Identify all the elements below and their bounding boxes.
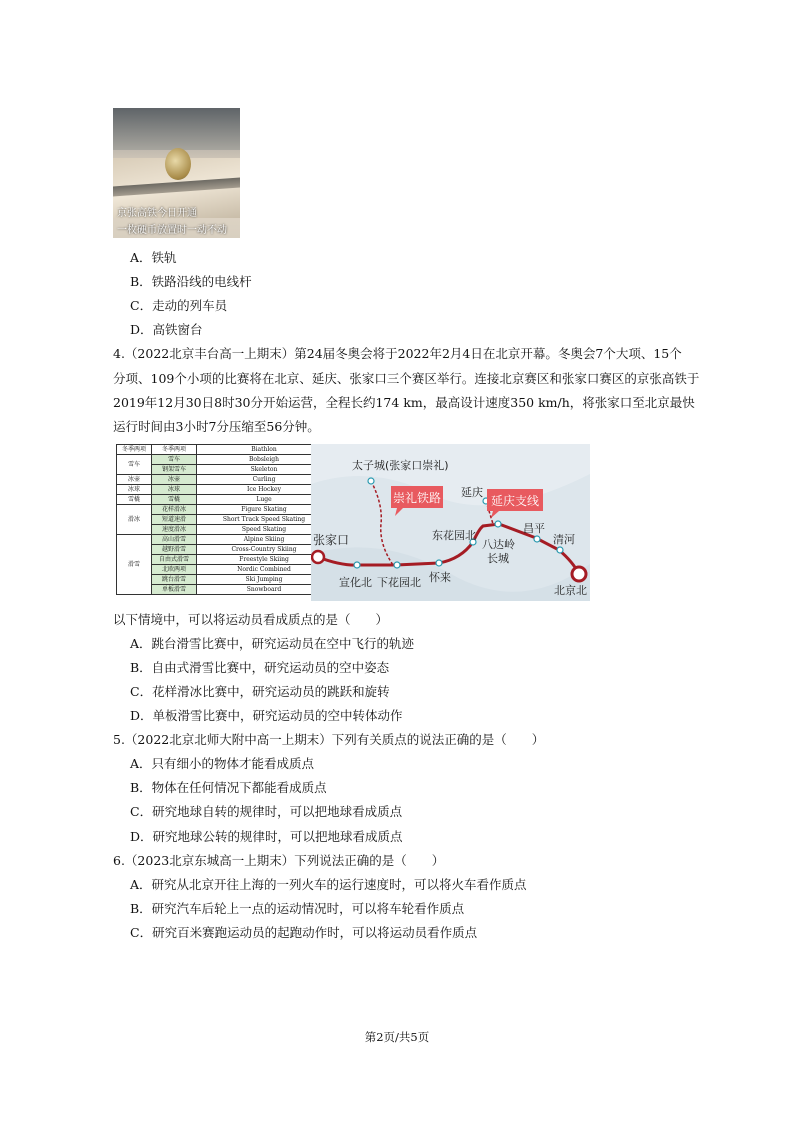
label-donghuayuanbei: 东花园北 [432, 529, 476, 542]
q3-option-b: B．铁路沿线的电线杆 [130, 274, 252, 289]
railway-map [311, 444, 590, 601]
q5-option-b: B．物体在任何情况下都能看成质点 [130, 780, 327, 795]
station-qinghe-icon [557, 547, 563, 553]
label-changping: 昌平 [523, 522, 545, 535]
q5-stem: 5.（2022北京北师大附中高一上期末）下列有关质点的说法正确的是（ ） [113, 732, 545, 747]
table-row: 雪车 雪车 Bobsleigh [117, 455, 332, 465]
label-zhangjiakou: 张家口 [313, 533, 350, 547]
station-huailai-icon [436, 560, 442, 566]
q4-option-a: A．跳台滑雪比赛中，研究运动员在空中飞行的轨迹 [130, 636, 415, 651]
table-row: 短道速滑 Short Track Speed Skating [117, 515, 332, 525]
table-row: 滑雪 高山滑雪 Alpine Skiing [117, 535, 332, 545]
label-yanqing: 延庆 [461, 486, 483, 499]
q6-option-b: B．研究汽车后轮上一点的运动情况时，可以将车轮看作质点 [130, 901, 465, 916]
q5-option-c: C．研究地球自转的规律时，可以把地球看成质点 [130, 804, 403, 819]
q4-prompt: 以下情境中，可以将运动员看成质点的是（ ） [113, 612, 389, 627]
table-row: 越野滑雪 Cross-Country Skiing [117, 545, 332, 555]
label-changcheng: 长城 [487, 552, 509, 565]
label-xiahuayuanbei: 下花园北 [377, 576, 421, 589]
label-huailai: 怀来 [429, 571, 451, 584]
page-footer: 第2页/共5页 [364, 1030, 430, 1044]
q4-option-d: D．单板滑雪比赛中，研究运动员的空中转体动作 [130, 708, 403, 723]
q5-option-d: D．研究地球公转的规律时，可以把地球看成质点 [130, 829, 403, 844]
q6-option-c: C．研究百米赛跑运动员的起跑动作时，可以将运动员看作质点 [130, 925, 478, 940]
station-xuanhuabei-icon [354, 562, 360, 568]
station-taizicheng-icon [368, 478, 374, 484]
q4-option-c: C．花样滑冰比赛中，研究运动员的跳跃和旋转 [130, 684, 390, 699]
label-xuanhuabei: 宣化北 [339, 576, 372, 589]
yanqing-branch-label: 延庆支线 [490, 494, 540, 508]
table-row: 冬季两项 冬季两项 Biathlon [117, 445, 332, 455]
q4-stem-line2: 分项、109个小项的比赛将在北京、延庆、张家口三个赛区举行。连接北京赛区和张家口赛区的京张高铁于 [113, 371, 700, 386]
zhangjiakou-terminal-icon [312, 551, 324, 563]
table-row: 滑冰 花样滑冰 Figure Skating [117, 505, 332, 515]
label-taizicheng: 太子城(张家口崇礼) [352, 459, 449, 472]
label-qinghe: 清河 [553, 533, 575, 546]
table-row: 冰壶 冰壶 Curling [117, 475, 332, 485]
table-row: 北欧两项 Nordic Combined [117, 565, 332, 575]
coin-icon [165, 148, 191, 180]
q4-stem-line4: 运行时间由3小时7分压缩至56分钟。 [113, 419, 320, 434]
table-row: 跳台滑雪 Ski Jumping [117, 575, 332, 585]
table-row: 冰球 冰球 Ice Hockey [117, 485, 332, 495]
q3-option-a: A．铁轨 [130, 250, 177, 265]
station-xiahuayuanbei-icon [394, 562, 400, 568]
label-badaling: 八达岭 [482, 538, 515, 551]
beijingbei-terminal-icon [572, 567, 586, 581]
label-beijingbei: 北京北 [554, 584, 587, 597]
chongli-line-label: 崇礼铁路 [392, 491, 442, 505]
q4-stem-line1: 4.（2022北京丰台高一上期末）第24届冬奥会将于2022年2月4日在北京开幕。冬奥会7个大项、15个 [113, 346, 682, 361]
q6-stem: 6.（2023北京东城高一上期末）下列说法正确的是（ ） [113, 853, 445, 868]
q3-option-c: C．走动的列车员 [130, 298, 228, 313]
photo-caption-2: 一枚硬币放置时一动不动 [117, 225, 227, 236]
q4-stem-line3: 2019年12月30日8时30分开始运营，全程长约174 km，最高设计速度350 km/h，将张家口至北京最快 [113, 395, 695, 410]
q6-option-a: A．研究从北京开往上海的一列火车的运行速度时，可以将火车看作质点 [130, 877, 527, 892]
station-changping-icon [534, 536, 540, 542]
q4-option-b: B．自由式滑雪比赛中，研究运动员的空中姿态 [130, 660, 390, 675]
coin-on-train-photo [113, 108, 240, 238]
table-row: 速度滑冰 Speed Skating [117, 525, 332, 535]
table-row: 自由式滑雪 Freestyle Skiing [117, 555, 332, 565]
photo-caption-1: 京张高铁今日开通 [117, 208, 197, 219]
table-row: 钢架雪车 Skeleton [117, 465, 332, 475]
q5-option-a: A．只有细小的物体才能看成质点 [130, 756, 315, 771]
station-badaling-icon [495, 521, 501, 527]
table-row: 单板滑雪 Snowboard [117, 585, 332, 595]
table-row: 雪橇 雪橇 Luge [117, 495, 332, 505]
winter-sports-table [116, 444, 332, 595]
q3-option-d: D．高铁窗台 [130, 322, 203, 337]
